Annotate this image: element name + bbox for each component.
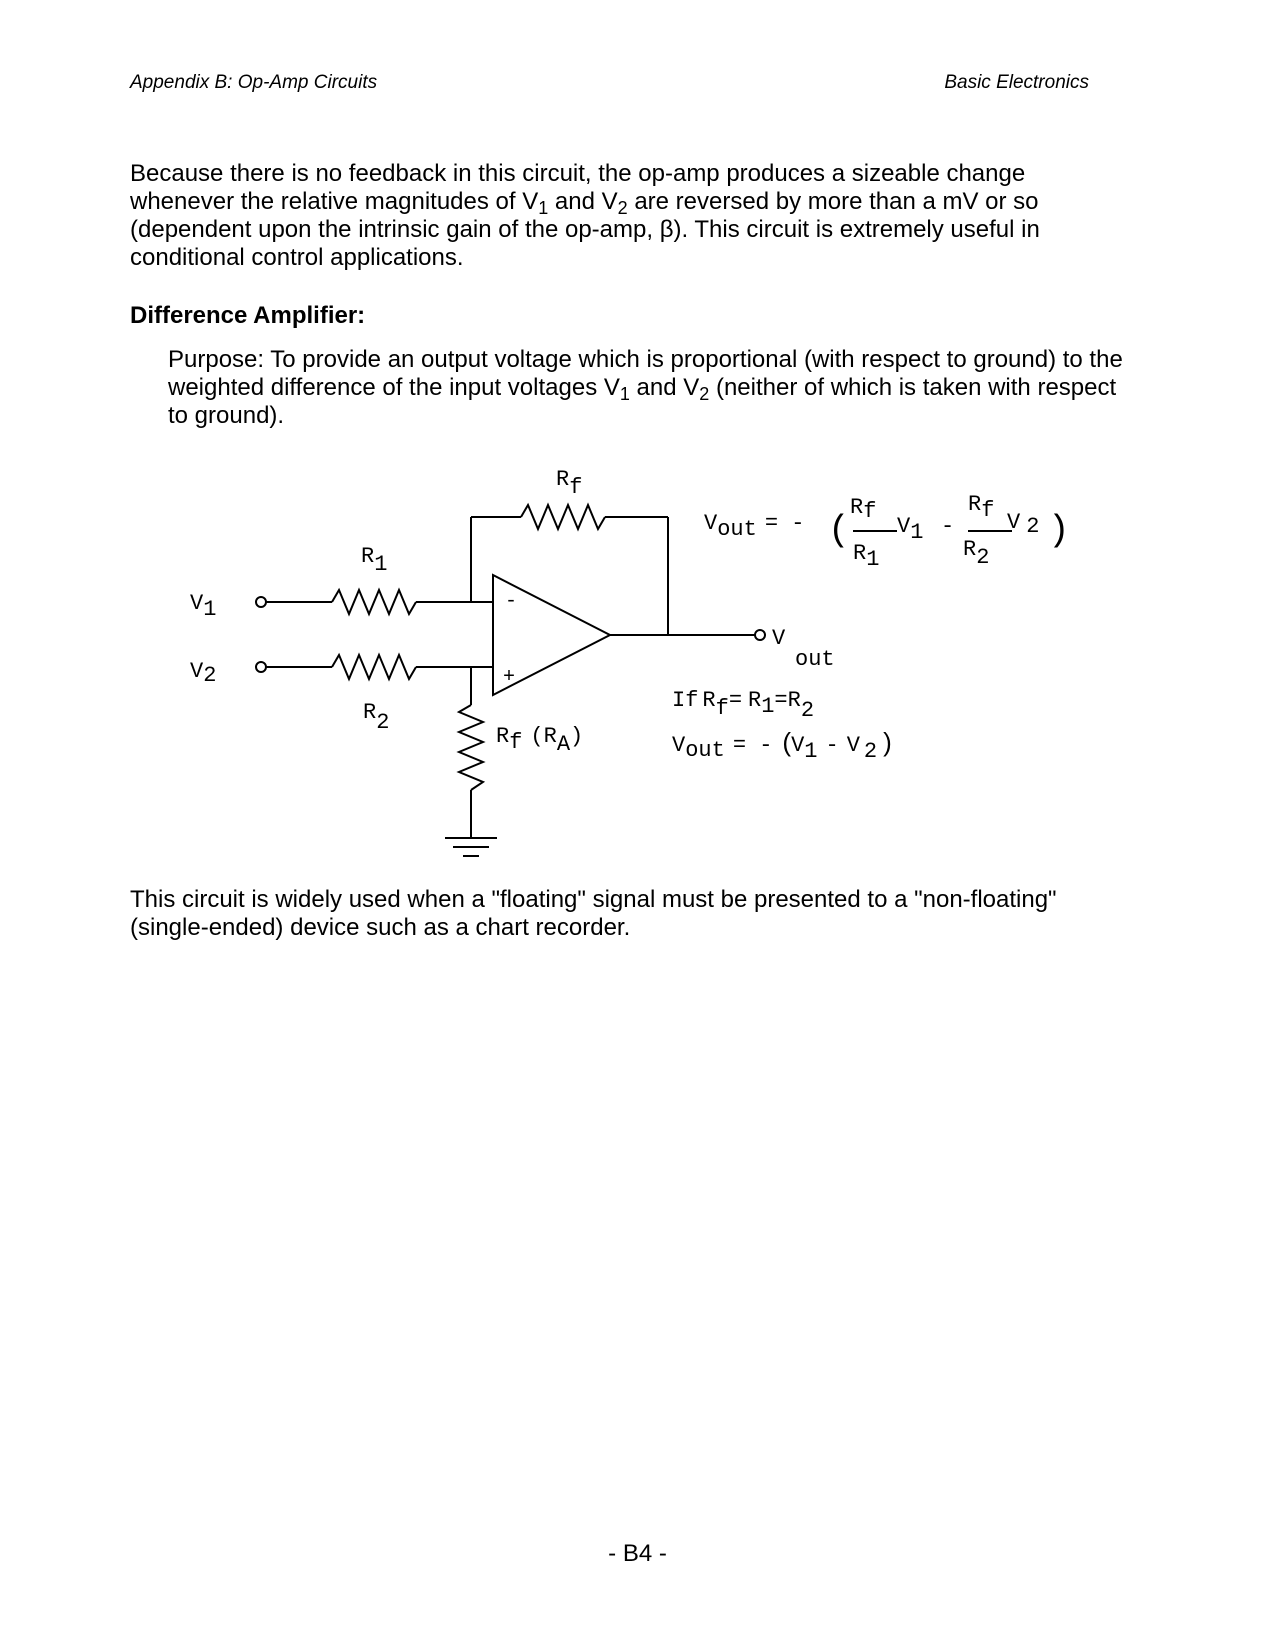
intro-paragraph: Because there is no feedback in this circuit, the op-amp produces a sizeable change whenever the relative magnitudes of $V_1$ and $V_2$ are reversed by more than a mV or so (dependent upon the intrinsic gain of the op-amp, β). This circuit is extremely useful in conditional control applications.	[130, 160, 1040, 271]
header-title: Appendix B: Op-Amp Circuits	[130, 72, 378, 93]
ground-resistor	[459, 705, 483, 790]
formula-num1: Rf	[850, 495, 877, 524]
formula-open-paren: (	[828, 510, 850, 551]
formula-lhs: Vout = -	[704, 511, 805, 542]
r1-resistor	[332, 590, 416, 614]
formula-num2: Rf	[968, 492, 995, 523]
v1-label: V1	[190, 591, 217, 622]
condition-line: If Rf= R1=R2	[672, 688, 815, 723]
header-subject: Basic Electronics	[944, 72, 1089, 93]
formula-v1: V1	[897, 514, 924, 545]
rf-resistor	[521, 505, 605, 529]
v1-terminal	[256, 597, 266, 607]
formula-den2: R2	[963, 537, 990, 570]
closing-paragraph: This circuit is widely used when a "floating" signal must be presented to a "non-floating" (single-ended) device such as a chart recorder.	[130, 886, 1057, 941]
plus-pin-label: +	[503, 666, 516, 689]
page-number: - B4 -	[608, 1540, 667, 1567]
r2-resistor	[332, 655, 416, 679]
purpose-paragraph: Purpose: To provide an output voltage which is proportional (with respect to ground) to the weighted difference of the input voltages $V_1$ and $V_2$ (neither of which is taken with respect to ground).	[168, 346, 1123, 429]
vout-terminal	[755, 630, 765, 640]
vout-label-sub: out	[795, 647, 835, 672]
section-heading: Difference Amplifier:	[130, 302, 366, 329]
v2-label: V2	[190, 659, 217, 688]
formula-v2: V 2	[1007, 510, 1040, 539]
formula-close-paren: )	[1048, 510, 1070, 551]
vout-label: V	[772, 626, 786, 651]
minus-pin-label: -	[505, 590, 518, 613]
r1-label: R1	[361, 544, 388, 577]
result-formula: Vout = - (V1 - V 2 )	[672, 727, 892, 764]
r2-label: R2	[363, 700, 390, 735]
formula-minus: -	[941, 514, 955, 539]
formula-den1: R1	[853, 541, 880, 572]
ra-label: Rf (RA)	[496, 724, 584, 757]
rf-label: Rf	[556, 467, 583, 500]
v2-terminal	[256, 662, 266, 672]
